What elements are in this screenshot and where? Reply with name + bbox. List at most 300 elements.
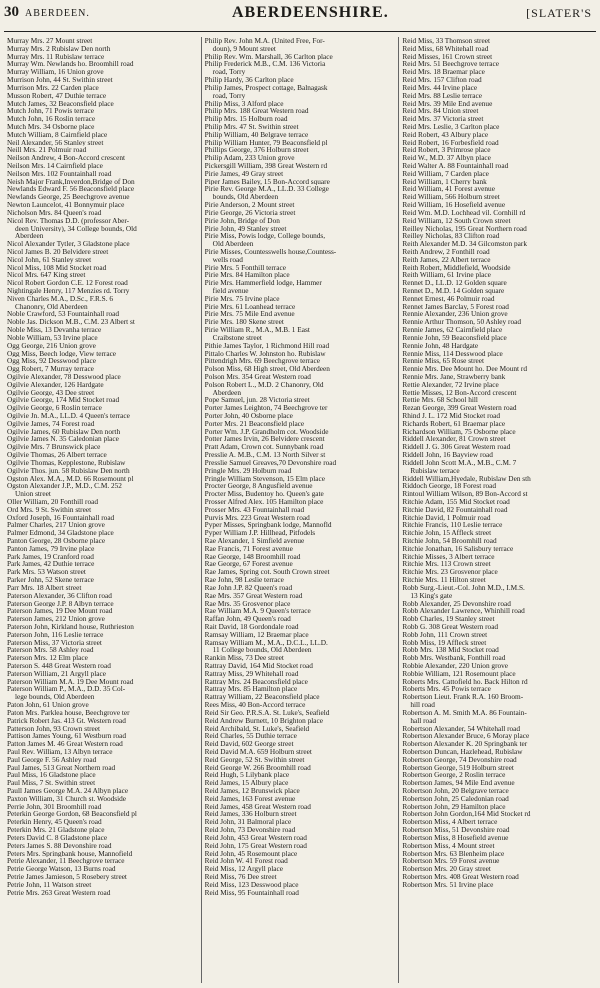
directory-entry: Panton George, 28 Osborne place xyxy=(7,537,106,545)
directory-entry: Reid Andrew Burnett, 10 Brighton place xyxy=(204,716,324,725)
directory-entry: Paull James George M.A. 24 Albyn place xyxy=(7,787,129,795)
directory-entry: Robbie Alexander, 220 Union grove xyxy=(402,662,509,670)
directory-entry: Ritchie Francis, 110 Leslie terrace xyxy=(402,521,503,530)
directory-entry: Rennie James, 62 Cairnfield place xyxy=(402,326,503,334)
directory-entry: Reid Miss, 12 Argyll place xyxy=(204,865,283,873)
directory-entry: Reid George W. 266 Broomhill road xyxy=(204,763,311,772)
directory-entry: Paterson Mrs. 12 Elm place xyxy=(7,654,88,662)
directory-entry: Prosser Mrs. 43 Fountainhall road xyxy=(204,505,305,514)
directory-entry: Robertson John, 20 Belgrave terrace xyxy=(402,787,509,795)
directory-column-1 xyxy=(4,37,201,983)
directory-entry: Pirie John, 49 Stanley street xyxy=(204,224,287,233)
directory-entry: Paul James, 513 Great Northern road xyxy=(7,763,116,772)
directory-entry: Robertson George, 74 Devonshire road xyxy=(402,755,517,764)
directory-entry: Pratt Adam, Crown cot. Sunnybank road xyxy=(204,443,324,452)
directory-entry: Robertson Miss, 51 Devonshire road xyxy=(402,826,510,834)
directory-entry: Newlands Edward F. 56 Beaconsfield place xyxy=(7,185,135,194)
directory-entry: Ritchie John, 15 Affleck street xyxy=(402,529,492,537)
directory-entry: Pittalo Charles W. Johnston ho. Rubislaw xyxy=(204,349,326,358)
directory-entry: Rettie Misses, 12 Bon-Accord crescent xyxy=(402,388,517,397)
directory-entry: Reid Robert, 3 Primrose place xyxy=(402,146,491,155)
directory-entry: Rae James, Spring cot. South Crown street xyxy=(204,568,330,577)
directory-entry: Rennet D., LL.D. 12 Golden square xyxy=(402,279,507,287)
directory-entry: Chanonry, Old Aberdeen xyxy=(15,302,88,311)
directory-entry: Petrie George Watson, 13 Burns road xyxy=(7,865,116,873)
directory-entry: Reid William, 1 Cherry bank xyxy=(402,177,487,186)
directory-entry: Ritchie Mrs. 11 Hilton street xyxy=(402,576,486,584)
directory-entry: wells road xyxy=(212,255,243,264)
directory-entry: Reid David, 602 George street xyxy=(204,740,294,748)
directory-entry: Rae Alexander, 1 Simfield avenue xyxy=(204,537,305,545)
directory-entry: Robb Miss, 19 Affleck street xyxy=(402,638,487,647)
directory-entry: Robertson Mrs. 20 Gray street xyxy=(402,865,491,873)
directory-entry: Noble Jas. Dickson M.B., C.M. 23 Albert st xyxy=(7,318,135,327)
directory-entry: Reid William, 12 South Crown street xyxy=(402,216,511,225)
directory-entry: Paterson John, 116 Leslie terrace xyxy=(7,630,104,639)
directory-entry: Petrie James Jamieson, 5 Rosebery street xyxy=(7,872,127,881)
directory-entry: Ritchie Mrs. 23 Grosvenor place xyxy=(402,568,498,577)
directory-columns xyxy=(4,37,596,983)
directory-entry: Rennet Ernest, 46 Polmuir road xyxy=(402,294,495,303)
directory-entry: Old Aberdeen xyxy=(212,240,254,248)
directory-entry: Reid William, 41 Forest avenue xyxy=(402,185,495,194)
directory-entry: Paterson Alexander, 36 Clifton road xyxy=(7,591,112,600)
header-publisher: [SLATER'S xyxy=(526,6,592,20)
directory-entry: Palmer Charles, 217 Union grove xyxy=(7,521,105,530)
directory-entry: Mutch Mrs. 34 Osborne place xyxy=(7,122,95,131)
directory-entry: Reid John, 31 Balmoral place xyxy=(204,818,292,827)
directory-entry: Porter James Leighton, 74 Beechgrove ter xyxy=(204,404,328,412)
directory-entry: Riddoch George, 18 Forest road xyxy=(402,482,497,491)
directory-entry: Robertson Lieut. Frank R.A. 160 Broom- xyxy=(402,693,524,702)
directory-entry: Rait David, 18 Gordondale road xyxy=(204,622,299,631)
directory-entry: Pirie Misses, Countesswells house,Countess- xyxy=(204,247,337,256)
directory-entry: Pirie Rev. George M.A., LL.D. 33 College xyxy=(204,185,329,194)
directory-entry: Rankin Miss, 73 Dee street xyxy=(204,654,284,662)
directory-entry: Philip James, Prospect cottage, Balnagask xyxy=(204,83,328,92)
directory-entry: Robertson Mrs. 63 Blenheim place xyxy=(402,849,505,858)
directory-entry: Reid Robert, 16 Forbesfield road xyxy=(402,138,499,147)
directory-entry: Reid Mrs. Leslie, 3 Carlton place xyxy=(402,122,500,131)
directory-entry: Palmer Edmond, 34 Gladstone place xyxy=(7,529,114,537)
directory-entry: Reilley Nicholas, 195 Great Northern road xyxy=(402,224,527,233)
directory-entry: Neilson Mrs. 102 Fountainhall road xyxy=(7,169,112,178)
directory-entry: Rae Mrs. 357 Great Western road xyxy=(204,591,303,600)
directory-entry: Craibstone street xyxy=(212,333,262,342)
directory-entry: Noble Miss, 13 Devanha terrace xyxy=(7,326,102,334)
directory-entry: Newton Launcelot, 41 Bonnymuir place xyxy=(7,201,125,209)
directory-entry: Nicol Alexander Tytler, 3 Gladstone place xyxy=(7,240,130,248)
directory-entry: Pittendrigh Mrs. 69 Beechgrove terrace xyxy=(204,357,320,366)
directory-entry: Ogilvie George, 6 Roslin terrace xyxy=(7,404,102,412)
directory-entry: Rennet James Barclay, 5 Forest road xyxy=(402,302,509,311)
header-rule xyxy=(4,31,596,32)
directory-entry: Pringle Mrs. 29 Holburn road xyxy=(204,466,292,475)
directory-entry: Potter James Irvin, 26 Belvidere crescent xyxy=(204,435,325,444)
directory-entry: Pirie Anderson, 2 Mount street xyxy=(204,201,295,209)
directory-entry: Riddell John, 16 Bayview road xyxy=(402,451,493,459)
directory-entry: Reid Mrs. 51 Beechgrove terrace xyxy=(402,60,499,69)
directory-entry: Robb G. 308 Great Western road xyxy=(402,622,499,631)
directory-entry: Rattray David, 164 Mid Stocket road xyxy=(204,662,313,670)
directory-entry: Pirie Mrs. 75 Mile End avenue xyxy=(204,310,295,319)
directory-entry: Reid Miss, 123 Desswood place xyxy=(204,880,299,889)
directory-entry: Robb Mrs. 138 Mid Stocket road xyxy=(402,646,499,655)
directory-entry: Philip Mrs. 47 St. Swithin street xyxy=(204,122,299,131)
page-header xyxy=(4,4,596,30)
directory-entry: Philip Adam, 233 Union grove xyxy=(204,154,295,162)
directory-entry: Noble Crawford, 53 Fountainhall road xyxy=(7,310,120,319)
directory-entry: Reid Mrs. 84 Union street xyxy=(402,107,479,116)
directory-entry: Pattison James Young, 61 Westburn road xyxy=(7,732,127,741)
directory-entry: Riddell William,Hyedale, Rubislaw Den sth xyxy=(402,474,531,483)
directory-entry: Ogilvie James, 60 Rubislaw Den north xyxy=(7,427,121,436)
directory-entry: Pirie Mrs. 84 Hamilton place xyxy=(204,271,290,280)
directory-entry: Paul Miss, 16 Gladstone place xyxy=(7,771,96,780)
directory-entry: Robertson Alexander Bruce, 6 Moray place xyxy=(402,732,530,741)
directory-entry: Reid Robert, 43 Albury place xyxy=(402,130,489,139)
directory-entry: Reid John, 73 Devonshire road xyxy=(204,826,296,834)
directory-entry: Philip William Hunter, 79 Beaconsfield pl xyxy=(204,138,328,147)
directory-entry: Pirie Mrs. 61 Loanhead terrace xyxy=(204,302,296,311)
directory-entry: Presslie A. M.B., C.M. 13 North Silver st xyxy=(204,451,326,459)
directory-entry: Robb John, 111 Crown street xyxy=(402,630,488,639)
directory-entry: Rae George, 67 Forest avenue xyxy=(204,560,293,569)
directory-entry: doun), 9 Mount street xyxy=(212,44,276,53)
directory-entry: Murray William, 16 Union grove xyxy=(7,68,104,77)
directory-entry: Reid Miss, 95 Fountainhall road xyxy=(204,888,299,897)
directory-entry: Pirie George, 26 Victoria street xyxy=(204,208,296,217)
directory-entry: Musson Robert, 47 Duthie terrace xyxy=(7,91,107,100)
directory-entry: Reid Sir Geo. P.R.S.A. St. Luke's, Seafield xyxy=(204,708,330,717)
directory-entry: Reid Archibald, St. Luke's, Seafield xyxy=(204,724,310,733)
directory-entry: Porter Mrs. 21 Beaconsfield place xyxy=(204,419,305,428)
directory-entry: Pirie Mrs. 75 Irvine place xyxy=(204,294,280,303)
directory-entry: Park James, 19 Cranford road xyxy=(7,552,94,561)
directory-entry: Ogg Miss, Beech lodge, View terrace xyxy=(7,349,117,358)
directory-entry: Ritchie Jonathan, 16 Salisbury terrace xyxy=(402,544,514,553)
directory-entry: Pyper William J.P. Hillhead, Pitfodels xyxy=(204,529,316,537)
directory-entry: Pirie Mrs. 180 Skene street xyxy=(204,318,284,327)
directory-entry: Paterson George J.P. 8 Albyn terrace xyxy=(7,599,114,608)
directory-entry: Petrie Mrs. 263 Great Western road xyxy=(7,888,111,897)
directory-entry: Reid John W. 41 Forest road xyxy=(204,857,288,866)
directory-entry: Reid Miss, 68 Whitehall road xyxy=(402,44,489,53)
directory-entry: Paterson S. 448 Great Western road xyxy=(7,662,111,670)
directory-entry: Murray Mrs. 27 Mount street xyxy=(7,37,93,45)
directory-entry: Ramsay William M., M.A., D.C.L., LL.D. xyxy=(204,638,328,647)
directory-entry: Parker John, 52 Skene terrace xyxy=(7,576,94,584)
directory-entry: Reith Andrew, 2 Fonthill road xyxy=(402,247,490,256)
directory-entry: Philip Mrs. 188 Great Western road xyxy=(204,107,309,116)
directory-entry: Pringle William Stevenson, 15 Elm place xyxy=(204,474,326,483)
directory-entry: road, Torry xyxy=(212,91,246,100)
directory-entry: Patton James M. 46 Great Western road xyxy=(7,740,123,748)
directory-entry: Parr Mrs. 18 Albert street xyxy=(7,583,82,592)
directory-entry: Polson Miss, 68 High street, Old Aberdeen xyxy=(204,365,330,373)
directory-entry: Rettie Mrs. 68 School hill xyxy=(402,396,478,405)
directory-entry: Nightingale Henry, 117 Menzies rd. Torry xyxy=(7,287,130,295)
directory-entry: Reid John, 175 Great Western road xyxy=(204,841,307,850)
directory-entry: Peterkin George Gordon, 68 Beaconsfield pl xyxy=(7,810,137,819)
directory-entry: Reid William, 566 Holburn street xyxy=(402,193,500,202)
directory-entry: Robertson Miss, 4 Mount street xyxy=(402,841,495,850)
directory-entry: Aberdeen xyxy=(212,388,242,397)
directory-entry: Reid Wm. M.D. Lochhead vil. Cornhill rd xyxy=(402,208,526,217)
directory-entry: Panton James, 79 Irvine place xyxy=(7,544,95,553)
directory-entry: Murray Mrs. 11 Rubislaw terrace xyxy=(7,52,105,61)
directory-entry: Reith James, 22 Albert terrace xyxy=(402,255,491,264)
directory-entry: Peters Mrs. Springbank house, Mannofield xyxy=(7,849,133,858)
directory-entry: Rennie Mrs. Dee Mount ho. Dee Mount rd xyxy=(402,365,527,373)
directory-entry: Park James, 42 Duthie terrace xyxy=(7,560,95,569)
directory-entry: Rhind J. L. 172 Mid Stocket road xyxy=(402,412,501,420)
directory-entry: Riddell John Scott M.A., M.B., C.M. 7 xyxy=(402,458,517,467)
directory-entry: Neish Major Frank,Inverdon,Bridge of Don xyxy=(7,177,135,186)
directory-entry: Rattray Mrs. 85 Hamilton place xyxy=(204,685,298,694)
directory-entry: Ritchie David, 82 Fountainhall road xyxy=(402,505,508,514)
directory-entry: Rattray William, 22 Beaconsfield place xyxy=(204,693,320,702)
directory-entry: Nicol Mrs. 647 King street xyxy=(7,271,86,280)
directory-entry: Ogston Alex. M.A., M.D. 66 Rosemount pl xyxy=(7,474,134,483)
directory-entry: Park Mrs. 53 Watson street xyxy=(7,568,86,577)
directory-entry: Pyper Misses, Springbank lodge, Mannofld xyxy=(204,521,332,530)
directory-entry: Reid John, 45 Rosemount place xyxy=(204,849,298,858)
directory-entry: Robbie William, 121 Rosemount place xyxy=(402,669,516,678)
directory-entry: Reid George, 52 St. Swithin street xyxy=(204,755,305,764)
directory-entry: Paul Miss, 7 St. Swithin street xyxy=(7,779,96,787)
directory-entry: Riddell Alexander, 81 Crown street xyxy=(402,435,506,444)
directory-entry: Rattray Miss, 29 Whitehall road xyxy=(204,669,299,678)
directory-entry: Nicol Miss, 108 Mid Stocket road xyxy=(7,263,107,272)
directory-entry: Robb Alexander, 25 Devonshire road xyxy=(402,599,511,608)
header-county: ABERDEENSHIRE. xyxy=(232,4,389,21)
directory-entry: Robertson Miss, 8 Hosefield avenue xyxy=(402,833,509,842)
directory-entry: Oller William, 20 Fonthill road xyxy=(7,497,98,506)
directory-entry: Nicol Rev. Thomas D.D. (professor Aber- xyxy=(7,216,130,225)
directory-entry: Procter Miss, Budentoy ho. Queen's gate xyxy=(204,490,324,498)
directory-entry: Phillips George, 376 Holburn street xyxy=(204,146,309,155)
directory-entry: Rae John, 98 Leslie terrace xyxy=(204,576,284,584)
directory-entry: Robertson John, 29 Hamilton place xyxy=(402,802,506,811)
directory-entry: Procter George, 8 Angusfield avenue xyxy=(204,482,313,491)
directory-entry: Philip Frederick M.B., C.M. 136 Victoria xyxy=(204,60,326,69)
directory-entry: Rennie Alexander, 236 Union grove xyxy=(402,310,508,319)
directory-entry: Ogilvie Mrs. 7 Brunswick place xyxy=(7,443,101,452)
directory-entry: Reid Charles, 55 Duthie terrace xyxy=(204,732,297,741)
directory-entry: Patrick Robert Jas. 413 Gt. Western road xyxy=(7,716,126,725)
directory-entry: 13 King's gate xyxy=(410,591,453,600)
directory-entry: Robertson Mrs. 51 Irvine place xyxy=(402,880,494,889)
directory-entry: Oxford Joseph, 16 Fountainhall road xyxy=(7,513,115,522)
directory-entry: Reid James, 12 Brunswick place xyxy=(204,787,300,795)
directory-entry: Rennie Mrs. Jane, Strawberry bank xyxy=(402,372,506,381)
directory-entry: 11 College bounds, Old Aberdeen xyxy=(212,646,312,655)
directory-entry: Reid John, 453 Great Western road xyxy=(204,833,307,842)
directory-entry: Ritchie Adam, 155 Mid Stocket road xyxy=(402,497,510,506)
directory-entry: Porter John, 40 Osborne place xyxy=(204,412,293,420)
directory-entry: Peters James S. 88 Devonshire road xyxy=(7,841,112,850)
directory-entry: Ogg George, 216 Union grove xyxy=(7,341,96,350)
directory-entry: Ogilvie George, 174 Mid Stocket road xyxy=(7,396,120,405)
directory-entry: Rezan George, 399 Great Western road xyxy=(402,404,517,412)
directory-entry: Pirie William R., M.A., M.B. 1 East xyxy=(204,326,310,334)
directory-entry: Mutch John, 16 Roslin terrace xyxy=(7,115,96,123)
directory-entry: lege bounds, Old Aberdeen xyxy=(15,693,95,702)
directory-entry: Richardson William, 75 Osborne place xyxy=(402,427,516,436)
directory-entry: Ogilvie George, 43 Dee street xyxy=(7,388,95,397)
directory-entry: Purvis Mrs. 223 Great Western road xyxy=(204,513,310,522)
directory-entry: Rae Mrs. 35 Grosvenor place xyxy=(204,599,291,608)
directory-entry: Ord Mrs. 9 St. Swithin street xyxy=(7,505,92,514)
directory-entry: Prosser Alfred Alex. 105 Hamilton place xyxy=(204,497,324,506)
directory-entry: Robertson Mrs. 59 Forest avenue xyxy=(402,857,500,866)
directory-entry: Richards Robert, 61 Braemar place xyxy=(402,419,506,428)
directory-entry: Robertson A. M. Smith M.A. 86 Fountain- xyxy=(402,708,527,717)
directory-entry: bounds, Old Aberdeen xyxy=(212,193,279,202)
directory-entry: Paterson William, 21 Argyll place xyxy=(7,669,106,678)
directory-entry: Ogilvie Alexander, 78 Desswood place xyxy=(7,372,121,381)
directory-entry: Pirie John, Bridge of Don xyxy=(204,216,280,225)
directory-entry: Aberdeen xyxy=(15,232,44,241)
directory-entry: Nicol Robert Gordon C.E. 12 Forest road xyxy=(7,279,128,287)
directory-entry: Reid James, 15 Albury place xyxy=(204,779,289,787)
directory-entry: Reid James, 458 Great Western road xyxy=(204,802,311,811)
directory-entry: Ogilvie James N. 35 Caledonian place xyxy=(7,435,119,444)
directory-entry: Rae George, 148 Broomhill road xyxy=(204,552,301,561)
directory-entry: Paton John, 61 Union grove xyxy=(7,701,89,709)
directory-entry: Polson Robert L., M.D. 2 Chanonry, Old xyxy=(204,380,324,389)
directory-entry: Ogilvie James, 74 Forest road xyxy=(7,419,95,428)
directory-entry: Riddell J. G. 306 Great Western road xyxy=(402,443,511,452)
directory-entry: Paterson William M.A. 19 Dee Mount road xyxy=(7,677,134,686)
directory-entry: Robb Surg.-Lieut.-Col. John M.D., I.M.S. xyxy=(402,583,525,592)
directory-entry: Rae Francis, 71 Forest avenue xyxy=(204,544,293,553)
directory-entry: hill road xyxy=(410,701,435,709)
directory-entry: Perrie John, 301 Broomhill road xyxy=(7,802,102,811)
directory-entry: Presslie Samuel Greaves,70 Devonshire road xyxy=(204,458,337,467)
directory-entry: Robertson James, 94 Mile End avenue xyxy=(402,779,515,787)
directory-entry: Newlands George, 25 Beechgrove avenue xyxy=(7,193,130,202)
directory-entry: Patterson John, 93 Crown street xyxy=(7,724,101,733)
directory-entry: Pirie Miss, Powis lodge, College bounds, xyxy=(204,232,326,241)
directory-entry: Robertson Alexander K. 20 Springbank ter xyxy=(402,740,528,748)
directory-entry: Pirie Mrs. 5 Fonthill terrace xyxy=(204,263,286,272)
directory-entry: hall road xyxy=(410,716,437,725)
directory-entry: Reid William, 16 Hosefield avenue xyxy=(402,201,506,209)
directory-entry: Piper James Bailey, 15 Bon-Accord square xyxy=(204,177,330,186)
directory-entry: Reid James, 336 Holburn street xyxy=(204,810,297,819)
directory-entry: Neilson Andrew, 4 Bon-Accord crescent xyxy=(7,154,126,162)
directory-entry: Ogilvie Thomas, Kepplestone, Rubislaw xyxy=(7,458,126,467)
directory-entry: Reid Mrs. 18 Braemar place xyxy=(402,68,485,77)
directory-entry: Reid Walter A. 88 Fountainhall road xyxy=(402,162,509,170)
directory-entry: Peterkin Henry, 45 Queen's road xyxy=(7,818,102,827)
directory-entry: Pickersgill William, 398 Great Western rd xyxy=(204,162,328,170)
directory-entry: Ogg Miss, 92 Desswood place xyxy=(7,357,96,366)
directory-entry: Ogg Robert, 7 Murray terrace xyxy=(7,365,94,373)
directory-entry: Ogilvie Jn. M.A., LL.D. 4 Queen's terrace xyxy=(7,412,130,420)
directory-entry: Robb Mrs. Westbank, Fonthill road xyxy=(402,654,506,662)
directory-entry: Rennie John, 59 Beaconsfield place xyxy=(402,333,507,342)
page-number: 30 xyxy=(4,4,19,20)
directory-entry: Reid Miss, 76 Dee street xyxy=(204,872,277,881)
directory-entry: Ogilvie Thos. jun. 58 Rubislaw Den north xyxy=(7,466,130,475)
directory-entry: Reid James, 163 Forest avenue xyxy=(204,794,296,803)
header-city: ABERDEEN. xyxy=(25,8,90,19)
directory-entry: Neill Mrs. 21 Polmuir road xyxy=(7,146,87,155)
directory-entry: Rettie Alexander, 72 Irvine place xyxy=(402,380,499,389)
directory-entry: Ritchie Misses, 3 Albert terrace xyxy=(402,552,495,561)
directory-entry: Ogilvie Thomas, 26 Albert terrace xyxy=(7,451,107,459)
directory-entry: Philip Miss, 3 Alford place xyxy=(204,99,284,108)
directory-entry: Paul Rev. William, 13 Albyn terrace xyxy=(7,747,113,756)
directory-entry: Robertson Alexander, 54 Whitehall road xyxy=(402,724,521,733)
directory-entry: Nicol James B. 20 Belvidere street xyxy=(7,247,109,256)
directory-entry: Rennie Arthur Thomson, 50 Ashley road xyxy=(402,318,521,327)
directory-entry: deen University), 34 College bounds, Old xyxy=(15,224,137,233)
directory-entry: Reid Mrs. 44 Irvine place xyxy=(402,83,478,92)
directory-entry: Reid William, 7 Carden place xyxy=(402,169,489,178)
directory-entry: Murray Wm. Newlands ho. Broomhill road xyxy=(7,60,134,69)
directory-entry: Paterson James, 212 Union grove xyxy=(7,615,105,623)
directory-entry: Niven Charles M.A., D.Sc., F.R.S. 6 xyxy=(7,294,114,303)
directory-entry: Reid Mrs. 88 Leslie terrace xyxy=(402,91,482,100)
directory-entry: Philip Rev. John M.A. (United Free, For- xyxy=(204,37,325,45)
directory-entry: Rennie Miss, 65 Rose street xyxy=(402,357,485,366)
directory-entry: Paxton William, 31 Church st. Woodside xyxy=(7,794,127,803)
directory-entry: Ritchie Mrs. 113 Crown street xyxy=(402,560,491,569)
directory-entry: Paterson Mrs. 58 Ashley road xyxy=(7,646,94,655)
directory-entry: Ramsay William, 12 Braemar place xyxy=(204,630,309,639)
directory-entry: Peters David C. 8 Gladstone place xyxy=(7,833,108,842)
directory-entry: Ritchie David, 1 Polmuir road xyxy=(402,513,491,522)
directory-entry: Neil Alexander, 56 Stanley street xyxy=(7,138,104,147)
directory-entry: Murrison John, 44 St. Swithin street xyxy=(7,76,113,84)
directory-entry: Polson Mrs. 354 Great Western road xyxy=(204,372,311,381)
directory-entry: Philip Mrs. 15 Holburn road xyxy=(204,115,288,123)
directory-entry: Paton Mrs. Parklea house, Beechgrove ter xyxy=(7,708,130,717)
directory-entry: Robertson Mrs. 408 Great Western road xyxy=(402,872,519,881)
directory-entry: Neilson Mrs. 14 Cairnfield place xyxy=(7,162,103,170)
directory-entry: Paterson John, Kirkland house, Ruthrieston xyxy=(7,622,134,631)
directory-entry: Philip Rev. Wm. Marshall, 36 Carlton place xyxy=(204,52,333,61)
directory-entry: Porter Wm. J.P. Grandholm cot. Woodside xyxy=(204,427,329,436)
directory-entry: Ogilvie Alexander, 126 Hardgate xyxy=(7,380,104,389)
directory-entry: Reid Mrs. 39 Mile End avenue xyxy=(402,99,493,108)
directory-entry: Robertson Miss, 4 Albert terrace xyxy=(402,818,498,827)
directory-entry: Reid Hugh, 5 Lilybank place xyxy=(204,771,290,780)
directory-entry: Rintoul William Wilson, 89 Bon-Accord st xyxy=(402,490,528,498)
directory-entry: Reid David M.A. 659 Holburn street xyxy=(204,747,312,756)
directory-entry: Nicol John, 61 Stanley street xyxy=(7,255,92,264)
directory-entry: Reith Alexander M.D. 34 Gilcomston park xyxy=(402,240,527,248)
directory-entry: Rennet D., M.D. 14 Golden square xyxy=(402,287,505,295)
directory-entry: Paterson William P., M.A., D.D. 35 Col- xyxy=(7,685,126,694)
directory-entry: Philip Hardy, 36 Carlton place xyxy=(204,76,294,84)
directory-entry: Ritchie John, 54 Broomhill road xyxy=(402,537,497,545)
directory-entry: Murrison Mrs. 22 Carden place xyxy=(7,83,99,92)
directory-entry: Reid Miss, 33 Thomson street xyxy=(402,37,490,45)
directory-entry: Pirie Mrs. Hammerfield lodge, Hammer xyxy=(204,279,322,287)
directory-entry: Rennie John, 48 Hardgate xyxy=(402,341,479,350)
directory-entry: Union street xyxy=(15,490,51,498)
directory-entry: Rae John J.P. 82 Queen's road xyxy=(204,583,293,592)
directory-entry: Roberts Mrs. Cattofield ho. Back Hilton rd xyxy=(402,677,528,686)
directory-entry: Mutch James, 32 Beaconsfield place xyxy=(7,99,114,108)
directory-entry: Robertson George, 2 Roslin terrace xyxy=(402,771,506,780)
directory-entry: Rae William M.A. 9 Queen's terrace xyxy=(204,607,311,616)
